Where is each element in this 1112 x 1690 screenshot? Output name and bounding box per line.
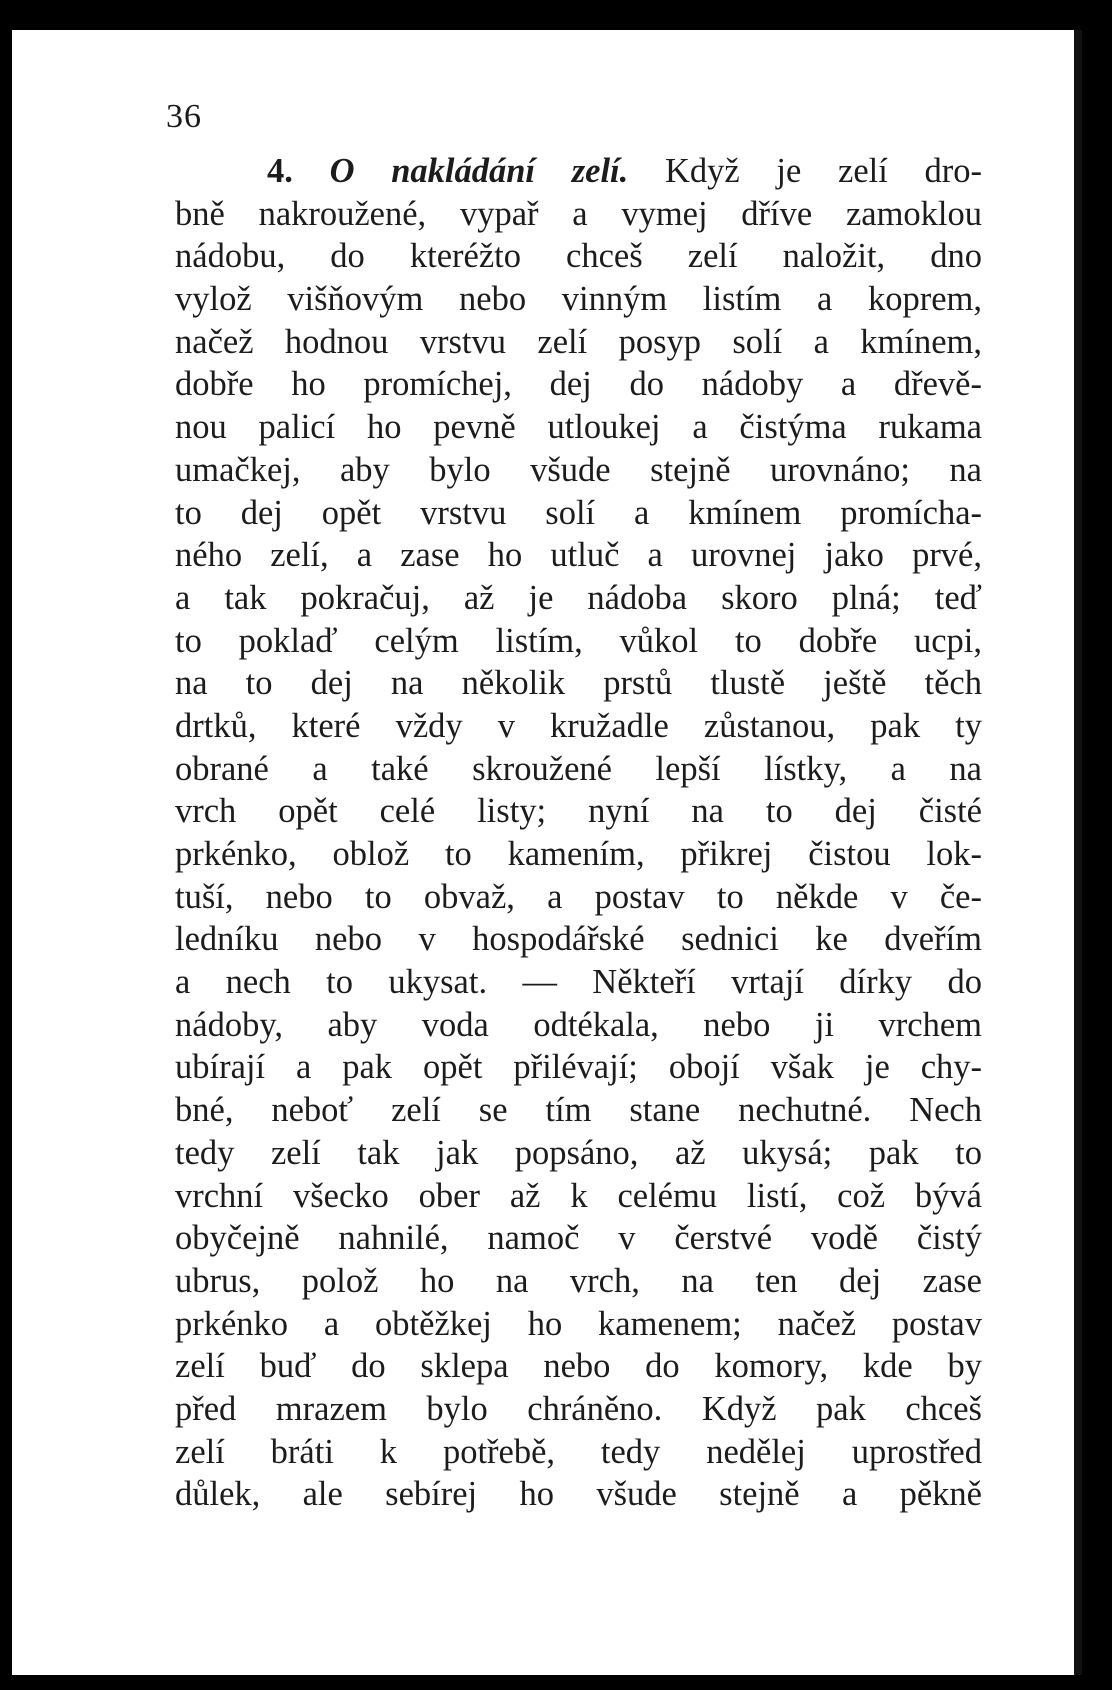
body-text bbox=[175, 150, 982, 1516]
text-line: před mrazem bylo chráněno. Když pak chceš bbox=[175, 1389, 982, 1428]
text-line: to poklaď celým listím, vůkol to dobře ucpi, bbox=[175, 621, 982, 660]
text-line: bné, neboť zelí se tím stane nechutné. Nech bbox=[175, 1091, 982, 1130]
text-line: ledníku nebo v hospodářské sednici ke dveřím bbox=[175, 920, 982, 959]
text-line: ubrus, polož ho na vrch, na ten dej zase bbox=[175, 1261, 982, 1300]
text-line: zelí bráti k potřebě, tedy nedělej uprostřed bbox=[175, 1432, 982, 1471]
text-line: tedy zelí tak jak popsáno, až ukysá; pak to bbox=[175, 1133, 982, 1172]
text-line: důlek, ale sebírej ho všude stejně a pěkně bbox=[175, 1475, 982, 1514]
text-line: vrchní všecko ober až k celému listí, což bývá bbox=[175, 1176, 982, 1215]
text-line: obyčejně nahnilé, namoč v čerstvé vodě čistý bbox=[175, 1219, 982, 1258]
text-line: bně nakroužené, vypař a vymej dříve zamoklou bbox=[175, 194, 982, 233]
text-line: vrch opět celé listy; nyní na to dej čisté bbox=[175, 792, 982, 831]
text-line: prkénko a obtěžkej ho kamenem; načež postav bbox=[175, 1304, 982, 1343]
text-line: na to dej na několik prstů tlustě ještě těch bbox=[175, 664, 982, 703]
text-line: umačkej, aby bylo všude stejně urovnáno; na bbox=[175, 450, 982, 489]
section-title: O nakládání zelí. bbox=[329, 152, 629, 190]
text-line: ubírají a pak opět přilévají; obojí však je chy- bbox=[175, 1048, 982, 1087]
text-line: obrané a také skroužené lepší lístky, a na bbox=[175, 749, 982, 788]
text-line: nou palicí ho pevně utloukej a čistýma rukama bbox=[175, 408, 982, 447]
text-line: a nech to ukysat. — Někteří vrtají dírky do bbox=[175, 963, 982, 1002]
text-line: nádobu, do kteréžto chceš zelí naložit, dno bbox=[175, 237, 982, 276]
text-line: vylož višňovým nebo vinným listím a koprem, bbox=[175, 280, 982, 319]
text-line: drtků, které vždy v kružadle zůstanou, pak ty bbox=[175, 706, 982, 745]
section-first-line bbox=[175, 150, 982, 193]
text-line: a tak pokračuj, až je nádoba skoro plná; teď bbox=[175, 578, 982, 617]
text-line: prkénko, oblož to kamením, přikrej čistou lok- bbox=[175, 835, 982, 873]
text-line: tuší, nebo to obvaž, a postav to někde v če- bbox=[175, 877, 982, 916]
text-line: načež hodnou vrstvu zelí posyp solí a kmínem, bbox=[175, 322, 982, 361]
text-line: dobře ho promíchej, dej do nádoby a dřevě- bbox=[175, 365, 982, 404]
section-number: 4. bbox=[267, 152, 293, 190]
text-line: nádoby, aby voda odtékala, nebo ji vrchem bbox=[175, 1005, 982, 1044]
page-number: 36 bbox=[166, 98, 202, 135]
text-line: zelí buď do sklepa nebo do komory, kde by bbox=[175, 1347, 982, 1386]
text-line: to dej opět vrstvu solí a kmínem promícha- bbox=[175, 493, 982, 532]
text-line: ného zelí, a zase ho utluč a urovnej jako prvé, bbox=[175, 536, 982, 575]
text-line: Když je zelí dro- bbox=[664, 152, 982, 190]
